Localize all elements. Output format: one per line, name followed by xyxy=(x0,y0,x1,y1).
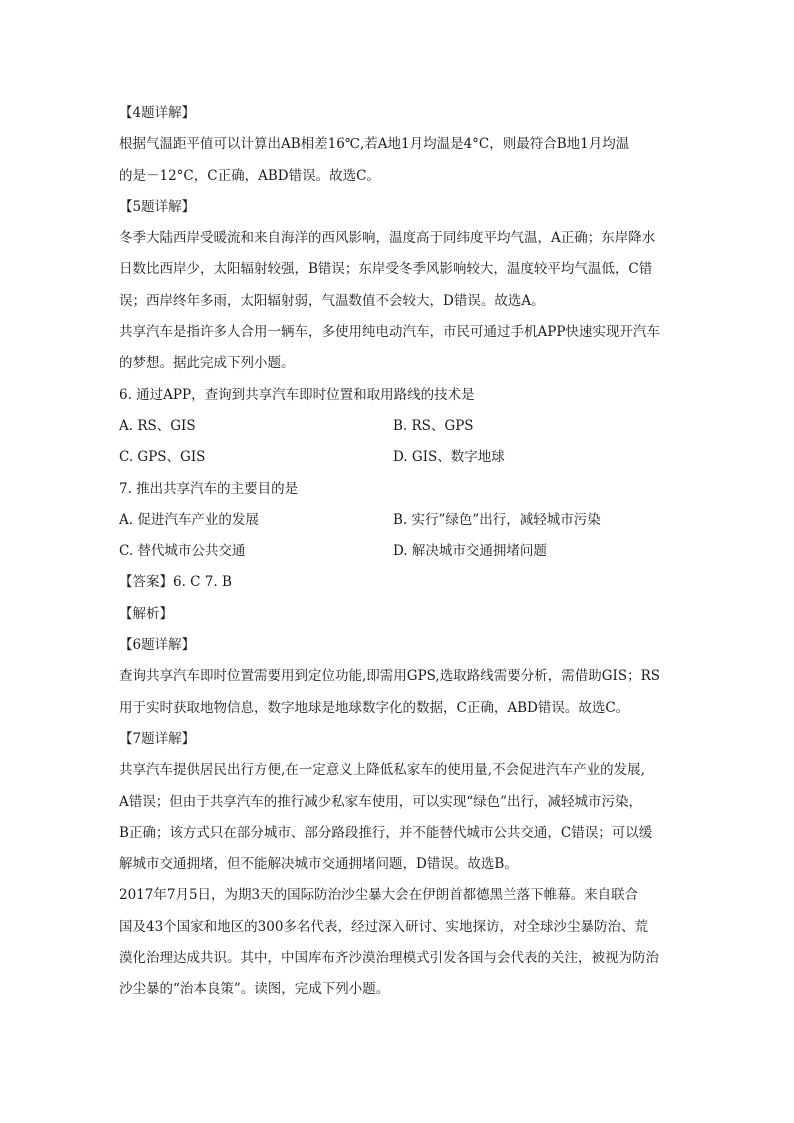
text-line: 误；西岸终年多雨，太阳辐射弱，气温数值不会较大，D错误。故选A。 xyxy=(119,292,545,309)
text-line: 国及43个国家和地区的300多名代表，经过深入研讨、实地探访，对全球沙尘暴防治、荒 xyxy=(119,918,648,935)
answer-option: D. GIS、数字地球 xyxy=(393,449,505,466)
text-line: 的是－12°C，C正确，ABD错误。故选C。 xyxy=(119,167,380,184)
text-line: 沙尘暴的“治本良策”。读图，完成下列小题。 xyxy=(119,981,390,998)
answer-option: C. GPS、GIS xyxy=(119,449,206,466)
text-line: 6. 通过APP，查询到共享汽车即时位置和取用路线的技术是 xyxy=(119,386,475,403)
text-line: 根据气温距平值可以计算出AB相差16℃,若A地1月均温是4°C，则最符合B地1月均温 xyxy=(119,136,630,153)
text-line: 日数比西岸少，太阳辐射较强，B错误；东岸受冬季风影响较大，温度较平均气温低，C错 xyxy=(119,261,653,278)
answer-option: B. 实行”绿色”出行，减轻城市污染 xyxy=(393,511,601,528)
answer-option: A. 促进汽车产业的发展 xyxy=(119,511,259,528)
text-line: 【7题详解】 xyxy=(119,730,196,747)
text-line: 共享汽车提供居民出行方便,在一定意义上降低私家车的使用量,不会促进汽车产业的发展, xyxy=(119,762,645,779)
text-line: 解城市交通拥堵，但不能解决城市交通拥堵问题，D错误。故选B。 xyxy=(119,856,518,873)
document-body xyxy=(119,98,679,1006)
answer-options-row xyxy=(119,411,679,442)
answer-option: A. RS、GIS xyxy=(119,417,196,434)
text-line: 查询共享汽车即时位置需要用到定位功能,即需用GPS,选取路线需要分析，需借助GIS；RS xyxy=(119,668,660,685)
text-line: 【解析】 xyxy=(119,605,173,622)
answer-options-row xyxy=(119,442,679,473)
text-line: 【4题详解】 xyxy=(119,105,196,121)
answer-options-row xyxy=(119,536,679,567)
text-line: A错误；但由于共享汽车的推行减少私家车使用，可以实现“绿色”出行，减轻城市污染， xyxy=(119,793,643,810)
text-line: 的梦想。据此完成下列小题。 xyxy=(119,355,295,372)
text-line: B正确；该方式只在部分城市、部分路段推行，并不能替代城市公共交通，C错误；可以缓 xyxy=(119,824,653,841)
text-line: 7. 推出共享汽车的主要目的是 xyxy=(119,480,299,497)
text-line: 共享汽车是指许多人合用一辆车，多使用纯电动汽车，市民可通过手机APP快速实现开汽车 xyxy=(119,324,660,341)
answer-option: D. 解决城市交通拥堵问题 xyxy=(393,543,547,560)
text-line: 冬季大陆西岸受暖流和来自海洋的西风影响，温度高于同纬度平均气温，A正确；东岸降水 xyxy=(119,230,656,247)
text-line: 【答案】6. C 7. B xyxy=(119,574,232,591)
answer-option: C. 替代城市公共交通 xyxy=(119,543,246,560)
text-line: 【5题详解】 xyxy=(119,198,196,215)
text-line: 漠化治理达成共识。其中，中国库布齐沙漠治理模式引发各国与会代表的关注，被视为防治 xyxy=(119,950,659,967)
text-line: 【6题详解】 xyxy=(119,637,196,654)
answer-options-row xyxy=(119,505,679,536)
text-line: 用于实时获取地物信息，数字地球是地球数字化的数据，C正确，ABD错误。故选C。 xyxy=(119,699,630,716)
text-line: 2017年7月5日，为期3天的国际防治沙尘暴大会在伊朗首都德黑兰落下帷幕。来自联合 xyxy=(119,887,639,904)
answer-option: B. RS、GPS xyxy=(393,417,474,434)
